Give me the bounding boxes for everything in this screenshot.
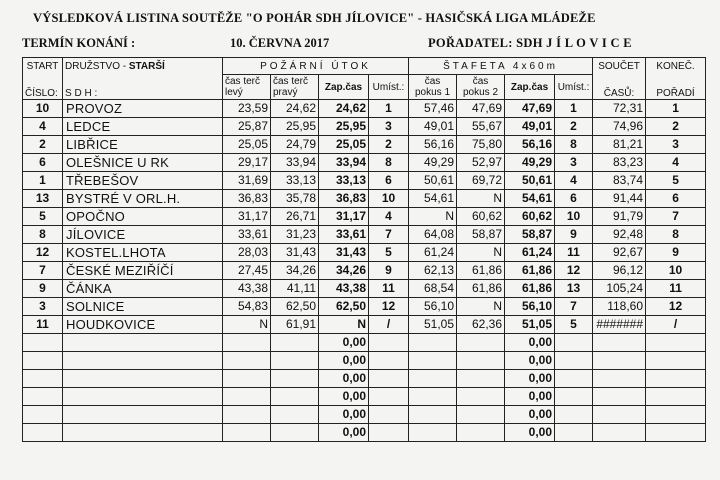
cell-final xyxy=(646,370,706,388)
cell-relay-time: 56,16 xyxy=(505,136,555,154)
cell-relay-try2: 61,86 xyxy=(457,262,505,280)
table-row xyxy=(23,370,706,388)
cell-start xyxy=(23,370,63,388)
cell-relay-time: 50,61 xyxy=(505,172,555,190)
cell-relay-try2: 47,69 xyxy=(457,100,505,118)
cell-team xyxy=(63,370,223,388)
cell-team: OPOČNO xyxy=(63,208,223,226)
cell-fire-left: 28,03 xyxy=(223,244,271,262)
cell-final: 7 xyxy=(646,208,706,226)
cell-final: 8 xyxy=(646,226,706,244)
cell-team: LEDCE xyxy=(63,118,223,136)
cell-fire-time: 0,00 xyxy=(319,424,369,442)
cell-relay-try1: 57,46 xyxy=(409,100,457,118)
cell-relay-time: 0,00 xyxy=(505,370,555,388)
cell-start: 8 xyxy=(23,226,63,244)
cell-fire-right: 31,43 xyxy=(271,244,319,262)
table-row xyxy=(23,316,706,334)
cell-relay-try1: 49,01 xyxy=(409,118,457,136)
cell-fire-place: 5 xyxy=(369,244,409,262)
cell-relay-time: 54,61 xyxy=(505,190,555,208)
cell-start xyxy=(23,352,63,370)
cell-start: 6 xyxy=(23,154,63,172)
cell-sum: 81,21 xyxy=(593,136,646,154)
table-row xyxy=(23,118,706,136)
cell-relay-place xyxy=(555,370,593,388)
header-row-top xyxy=(23,58,706,75)
col-sum-top: SOUČET xyxy=(593,58,646,75)
cell-relay-time: 49,01 xyxy=(505,118,555,136)
cell-relay-time: 0,00 xyxy=(505,406,555,424)
cell-fire-place xyxy=(369,388,409,406)
col-start-bottom: ČÍSLO: xyxy=(23,75,63,100)
table-row xyxy=(23,388,706,406)
cell-relay-try2 xyxy=(457,370,505,388)
table-row xyxy=(23,298,706,316)
cell-relay-try2: N xyxy=(457,298,505,316)
col-fire-left: čas terč levý xyxy=(223,75,271,100)
cell-relay-try2 xyxy=(457,352,505,370)
date-label: TERMÍN KONÁNÍ : xyxy=(22,36,136,50)
cell-fire-place: 1 xyxy=(369,100,409,118)
cell-relay-try2 xyxy=(457,424,505,442)
cell-fire-time: 0,00 xyxy=(319,334,369,352)
cell-fire-right: 35,78 xyxy=(271,190,319,208)
col-team-prefix: DRUŽSTVO - xyxy=(65,60,129,72)
cell-final: 2 xyxy=(646,118,706,136)
cell-relay-place: 12 xyxy=(555,262,593,280)
cell-relay-time: 51,05 xyxy=(505,316,555,334)
cell-start xyxy=(23,388,63,406)
cell-start: 3 xyxy=(23,298,63,316)
cell-fire-time: 0,00 xyxy=(319,388,369,406)
organizer: POŘADATEL: SDH J Í L O V I C E xyxy=(428,36,632,50)
cell-relay-try2: N xyxy=(457,244,505,262)
table-row xyxy=(23,334,706,352)
cell-relay-try2 xyxy=(457,334,505,352)
cell-relay-place: 2 xyxy=(555,118,593,136)
cell-sum: 91,44 xyxy=(593,190,646,208)
cell-fire-time: 34,26 xyxy=(319,262,369,280)
table-row xyxy=(23,406,706,424)
cell-team: HOUDKOVICE xyxy=(63,316,223,334)
cell-start xyxy=(23,406,63,424)
cell-sum xyxy=(593,370,646,388)
cell-start: 4 xyxy=(23,118,63,136)
cell-relay-try2: 52,97 xyxy=(457,154,505,172)
col-fire-place: Umíst.: xyxy=(369,75,409,100)
cell-team: LIBŘICE xyxy=(63,136,223,154)
cell-fire-time: 25,05 xyxy=(319,136,369,154)
cell-team: TŘEBEŠOV xyxy=(63,172,223,190)
cell-fire-place: 7 xyxy=(369,226,409,244)
cell-start: 13 xyxy=(23,190,63,208)
cell-start: 2 xyxy=(23,136,63,154)
cell-fire-place: / xyxy=(369,316,409,334)
cell-relay-time: 0,00 xyxy=(505,424,555,442)
cell-start: 11 xyxy=(23,316,63,334)
cell-relay-try1: 54,61 xyxy=(409,190,457,208)
cell-fire-left: 23,59 xyxy=(223,100,271,118)
results-table xyxy=(22,57,706,442)
cell-fire-time: 31,17 xyxy=(319,208,369,226)
cell-team: ČESKÉ MEZIŘÍČÍ xyxy=(63,262,223,280)
cell-team: SOLNICE xyxy=(63,298,223,316)
cell-fire-place: 8 xyxy=(369,154,409,172)
cell-fire-place: 9 xyxy=(369,262,409,280)
cell-relay-try1: N xyxy=(409,208,457,226)
cell-fire-right: 34,26 xyxy=(271,262,319,280)
cell-fire-left xyxy=(223,370,271,388)
cell-start: 7 xyxy=(23,262,63,280)
cell-relay-try1: 49,29 xyxy=(409,154,457,172)
cell-fire-left: 31,17 xyxy=(223,208,271,226)
table-row xyxy=(23,190,706,208)
cell-fire-time: 0,00 xyxy=(319,352,369,370)
cell-team xyxy=(63,334,223,352)
col-relay-try2: čas pokus 2 xyxy=(457,75,505,100)
cell-fire-place: 3 xyxy=(369,118,409,136)
col-fire-attack: POŽÁRNÍ ÚTOK xyxy=(223,58,409,75)
cell-fire-left: N xyxy=(223,316,271,334)
cell-fire-right: 33,94 xyxy=(271,154,319,172)
cell-final xyxy=(646,334,706,352)
cell-fire-right xyxy=(271,406,319,424)
cell-relay-try1 xyxy=(409,424,457,442)
cell-sum xyxy=(593,424,646,442)
cell-sum xyxy=(593,334,646,352)
cell-fire-right: 41,11 xyxy=(271,280,319,298)
cell-fire-left: 25,05 xyxy=(223,136,271,154)
cell-relay-try1: 50,61 xyxy=(409,172,457,190)
cell-relay-place: 7 xyxy=(555,298,593,316)
cell-final: 9 xyxy=(646,244,706,262)
cell-team xyxy=(63,424,223,442)
col-relay-try1: čas pokus 1 xyxy=(409,75,457,100)
cell-final xyxy=(646,406,706,424)
table-row xyxy=(23,244,706,262)
cell-relay-place: 1 xyxy=(555,100,593,118)
cell-relay-time: 0,00 xyxy=(505,352,555,370)
col-relay: ŠTAFETA 4x60m xyxy=(409,58,593,75)
col-final-top: KONEČ. xyxy=(646,58,706,75)
cell-start: 12 xyxy=(23,244,63,262)
cell-sum xyxy=(593,406,646,424)
cell-relay-try2: 75,80 xyxy=(457,136,505,154)
cell-fire-right: 62,50 xyxy=(271,298,319,316)
cell-relay-place xyxy=(555,388,593,406)
cell-relay-time: 61,86 xyxy=(505,280,555,298)
cell-relay-try2: 61,86 xyxy=(457,280,505,298)
cell-fire-time: 31,43 xyxy=(319,244,369,262)
cell-relay-place: 5 xyxy=(555,316,593,334)
cell-relay-place: 13 xyxy=(555,280,593,298)
cell-relay-place: 6 xyxy=(555,190,593,208)
col-relay-place: Umíst.: xyxy=(555,75,593,100)
cell-fire-time: 33,94 xyxy=(319,154,369,172)
cell-relay-place xyxy=(555,334,593,352)
cell-sum: 96,12 xyxy=(593,262,646,280)
cell-final xyxy=(646,388,706,406)
cell-fire-right xyxy=(271,388,319,406)
cell-fire-right: 24,62 xyxy=(271,100,319,118)
cell-fire-right xyxy=(271,370,319,388)
cell-team: BYSTRÉ V ORL.H. xyxy=(63,190,223,208)
cell-fire-left: 33,61 xyxy=(223,226,271,244)
cell-fire-time: 33,13 xyxy=(319,172,369,190)
cell-relay-try2: 58,87 xyxy=(457,226,505,244)
date-value: 10. ČERVNA 2017 xyxy=(230,36,330,50)
cell-fire-right xyxy=(271,334,319,352)
cell-fire-left xyxy=(223,388,271,406)
cell-sum: ####### xyxy=(593,316,646,334)
cell-relay-place: 11 xyxy=(555,244,593,262)
cell-start: 10 xyxy=(23,100,63,118)
cell-fire-right: 61,91 xyxy=(271,316,319,334)
cell-fire-left xyxy=(223,352,271,370)
cell-team xyxy=(63,406,223,424)
cell-relay-try2 xyxy=(457,406,505,424)
cell-fire-time: 0,00 xyxy=(319,370,369,388)
cell-relay-time: 47,69 xyxy=(505,100,555,118)
cell-fire-place: 10 xyxy=(369,190,409,208)
col-team-bottom: S D H : xyxy=(63,75,223,100)
cell-fire-left: 27,45 xyxy=(223,262,271,280)
cell-relay-try1 xyxy=(409,352,457,370)
cell-start: 5 xyxy=(23,208,63,226)
cell-relay-place: 10 xyxy=(555,208,593,226)
table-row xyxy=(23,136,706,154)
cell-start xyxy=(23,424,63,442)
cell-relay-try2: 55,67 xyxy=(457,118,505,136)
cell-relay-try1 xyxy=(409,406,457,424)
cell-relay-try2: 69,72 xyxy=(457,172,505,190)
cell-relay-time: 56,10 xyxy=(505,298,555,316)
col-sum-bottom: ČASŮ: xyxy=(593,75,646,100)
cell-sum: 105,24 xyxy=(593,280,646,298)
cell-start xyxy=(23,334,63,352)
cell-relay-time: 0,00 xyxy=(505,334,555,352)
cell-fire-place xyxy=(369,352,409,370)
cell-relay-try1 xyxy=(409,388,457,406)
cell-relay-try1: 51,05 xyxy=(409,316,457,334)
cell-relay-time: 61,86 xyxy=(505,262,555,280)
cell-fire-left: 36,83 xyxy=(223,190,271,208)
cell-fire-place: 6 xyxy=(369,172,409,190)
cell-relay-try1: 62,13 xyxy=(409,262,457,280)
cell-fire-place: 4 xyxy=(369,208,409,226)
cell-relay-place xyxy=(555,406,593,424)
cell-sum xyxy=(593,352,646,370)
col-team-category: STARŠÍ xyxy=(128,60,165,72)
cell-final: 4 xyxy=(646,154,706,172)
cell-relay-try1: 68,54 xyxy=(409,280,457,298)
cell-final: 11 xyxy=(646,280,706,298)
cell-fire-time: 33,61 xyxy=(319,226,369,244)
cell-sum xyxy=(593,388,646,406)
col-final-bottom: POŘADÍ xyxy=(646,75,706,100)
cell-fire-right xyxy=(271,352,319,370)
cell-fire-left xyxy=(223,406,271,424)
cell-fire-place xyxy=(369,334,409,352)
cell-final: 12 xyxy=(646,298,706,316)
cell-team: PROVOZ xyxy=(63,100,223,118)
header-row-bottom xyxy=(23,75,706,100)
cell-fire-time: 43,38 xyxy=(319,280,369,298)
cell-relay-place xyxy=(555,352,593,370)
cell-fire-right: 33,13 xyxy=(271,172,319,190)
cell-final xyxy=(646,352,706,370)
cell-fire-left: 43,38 xyxy=(223,280,271,298)
table-row xyxy=(23,352,706,370)
cell-team xyxy=(63,352,223,370)
cell-relay-try2: 60,62 xyxy=(457,208,505,226)
cell-fire-time: 62,50 xyxy=(319,298,369,316)
cell-relay-time: 49,29 xyxy=(505,154,555,172)
cell-fire-time: 25,95 xyxy=(319,118,369,136)
cell-relay-try1: 56,16 xyxy=(409,136,457,154)
table-row xyxy=(23,208,706,226)
cell-final: 10 xyxy=(646,262,706,280)
cell-final: 3 xyxy=(646,136,706,154)
cell-start: 9 xyxy=(23,280,63,298)
cell-sum: 92,67 xyxy=(593,244,646,262)
cell-final: 6 xyxy=(646,190,706,208)
cell-sum: 91,79 xyxy=(593,208,646,226)
cell-sum: 72,31 xyxy=(593,100,646,118)
cell-fire-place: 11 xyxy=(369,280,409,298)
cell-relay-try1 xyxy=(409,334,457,352)
cell-fire-time: 0,00 xyxy=(319,406,369,424)
cell-team xyxy=(63,388,223,406)
cell-fire-right: 26,71 xyxy=(271,208,319,226)
cell-final xyxy=(646,424,706,442)
cell-relay-time: 61,24 xyxy=(505,244,555,262)
cell-relay-try1: 61,24 xyxy=(409,244,457,262)
cell-final: / xyxy=(646,316,706,334)
cell-fire-place: 12 xyxy=(369,298,409,316)
cell-team: OLEŠNICE U RK xyxy=(63,154,223,172)
cell-sum: 74,96 xyxy=(593,118,646,136)
cell-fire-place xyxy=(369,424,409,442)
cell-relay-place: 9 xyxy=(555,226,593,244)
cell-relay-time: 0,00 xyxy=(505,388,555,406)
col-relay-time: Zap.čas xyxy=(505,75,555,100)
cell-fire-right xyxy=(271,424,319,442)
cell-fire-left: 54,83 xyxy=(223,298,271,316)
cell-fire-time: N xyxy=(319,316,369,334)
cell-relay-try1 xyxy=(409,370,457,388)
cell-sum: 83,23 xyxy=(593,154,646,172)
cell-team: KOSTEL.LHOTA xyxy=(63,244,223,262)
cell-fire-right: 31,23 xyxy=(271,226,319,244)
cell-fire-time: 24,62 xyxy=(319,100,369,118)
cell-fire-place xyxy=(369,370,409,388)
col-fire-time: Zap.čas xyxy=(319,75,369,100)
cell-fire-place xyxy=(369,406,409,424)
cell-final: 1 xyxy=(646,100,706,118)
cell-final: 5 xyxy=(646,172,706,190)
cell-fire-left: 31,69 xyxy=(223,172,271,190)
cell-relay-place: 4 xyxy=(555,172,593,190)
cell-relay-try2 xyxy=(457,388,505,406)
cell-fire-place: 2 xyxy=(369,136,409,154)
cell-relay-place xyxy=(555,424,593,442)
cell-fire-left xyxy=(223,424,271,442)
cell-fire-left: 29,17 xyxy=(223,154,271,172)
table-row xyxy=(23,424,706,442)
cell-relay-time: 60,62 xyxy=(505,208,555,226)
cell-fire-right: 24,79 xyxy=(271,136,319,154)
cell-relay-time: 58,87 xyxy=(505,226,555,244)
table-row xyxy=(23,280,706,298)
cell-relay-try2: N xyxy=(457,190,505,208)
cell-relay-place: 3 xyxy=(555,154,593,172)
col-team-top xyxy=(63,58,223,75)
table-row xyxy=(23,154,706,172)
cell-relay-place: 8 xyxy=(555,136,593,154)
cell-team: JÍLOVICE xyxy=(63,226,223,244)
cell-fire-left xyxy=(223,334,271,352)
cell-relay-try2: 62,36 xyxy=(457,316,505,334)
document-title: VÝSLEDKOVÁ LISTINA SOUTĚŽE "O POHÁR SDH JÍLOVICE" - HASIČSKÁ LIGA MLÁDEŽE xyxy=(33,11,596,25)
table-row xyxy=(23,226,706,244)
cell-sum: 83,74 xyxy=(593,172,646,190)
cell-relay-try1: 64,08 xyxy=(409,226,457,244)
cell-relay-try1: 56,10 xyxy=(409,298,457,316)
table-row xyxy=(23,262,706,280)
cell-fire-left: 25,87 xyxy=(223,118,271,136)
col-start-top: START xyxy=(23,58,63,75)
cell-team: ČÁNKA xyxy=(63,280,223,298)
cell-start: 1 xyxy=(23,172,63,190)
cell-fire-right: 25,95 xyxy=(271,118,319,136)
cell-sum: 92,48 xyxy=(593,226,646,244)
col-fire-right: čas terč pravý xyxy=(271,75,319,100)
cell-fire-time: 36,83 xyxy=(319,190,369,208)
table-row xyxy=(23,172,706,190)
table-row xyxy=(23,100,706,118)
cell-sum: 118,60 xyxy=(593,298,646,316)
